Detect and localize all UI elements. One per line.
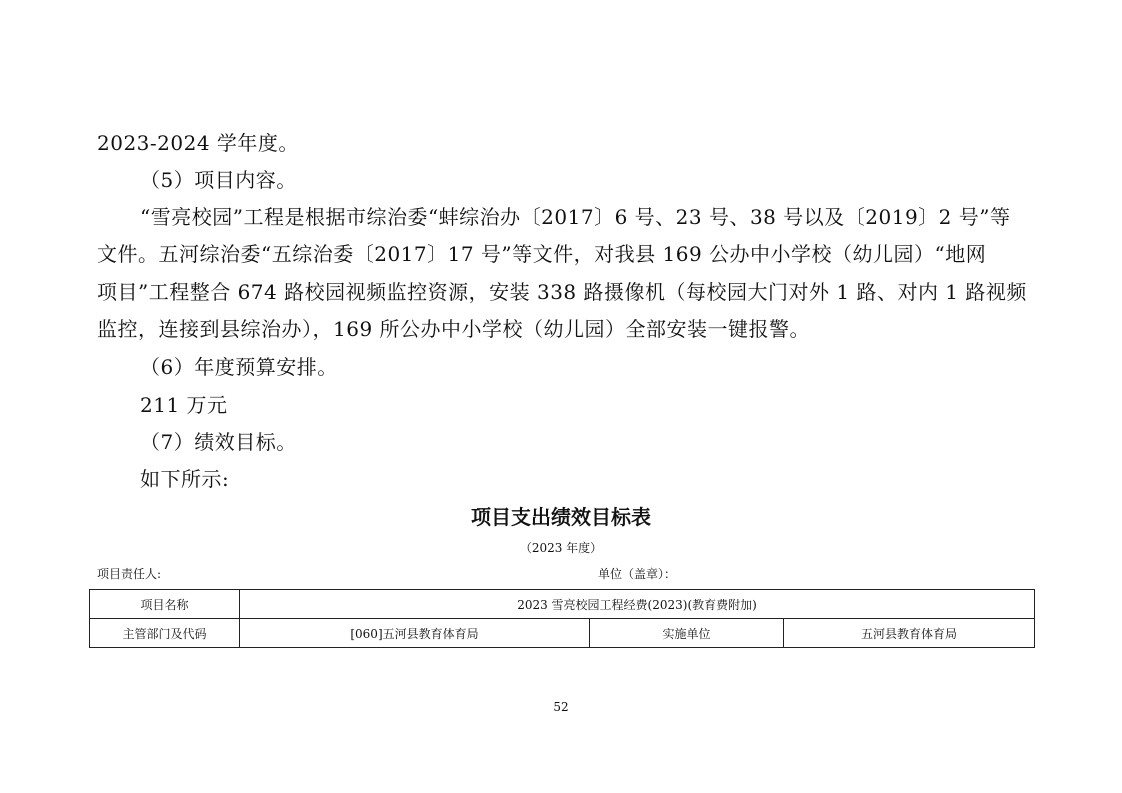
paragraph-line: 2023-2024 学年度。 xyxy=(97,131,299,155)
paragraph-line: （5）项目内容。 xyxy=(140,168,297,192)
paragraph-line: “雪亮校园”工程是根据市综治委“蚌综治办〔2017〕6 号、23 号、38 号以及〔2019〕2 号”等 xyxy=(140,205,1011,229)
table-row xyxy=(90,590,1035,619)
paragraph-line: 监控，连接到县综治办），169 所公办中小学校（幼儿园）全部安装一键报警。 xyxy=(97,317,811,341)
table-row xyxy=(90,619,1035,648)
paragraph-line: 如下所示: xyxy=(140,467,230,491)
impl-unit-label: 实施单位 xyxy=(590,619,784,648)
table-title: 项目支出绩效目标表 xyxy=(471,505,651,529)
impl-unit-value: 五河县教育体育局 xyxy=(784,619,1035,648)
paragraph-line: 文件。五河综治委“五综治委〔2017〕17 号”等文件，对我县 169 公办中小学校（幼儿园）“地网 xyxy=(97,242,987,266)
dept-code-label: 主管部门及代码 xyxy=(90,619,240,648)
project-name-label: 项目名称 xyxy=(90,590,240,619)
project-name-value: 2023 雪亮校园工程经费(2023)(教育费附加) xyxy=(240,590,1035,619)
paragraph-line: （7）绩效目标。 xyxy=(140,430,297,454)
unit-seal-label: 单位（盖章）： xyxy=(598,567,677,581)
responsible-person-label: 项目责任人: xyxy=(97,567,162,581)
paragraph-line: （6）年度预算安排。 xyxy=(140,355,338,379)
performance-target-table xyxy=(89,589,1035,648)
paragraph-line: 211 万元 xyxy=(140,393,228,417)
page-number: 52 xyxy=(553,700,569,714)
dept-code-value: [060]五河县教育体育局 xyxy=(240,619,590,648)
paragraph-line: 项目”工程整合 674 路校园视频监控资源，安装 338 路摄像机（每校园大门对外 1 路、对内 1 路视频 xyxy=(97,280,1027,304)
table-year: （2023 年度） xyxy=(519,541,603,555)
